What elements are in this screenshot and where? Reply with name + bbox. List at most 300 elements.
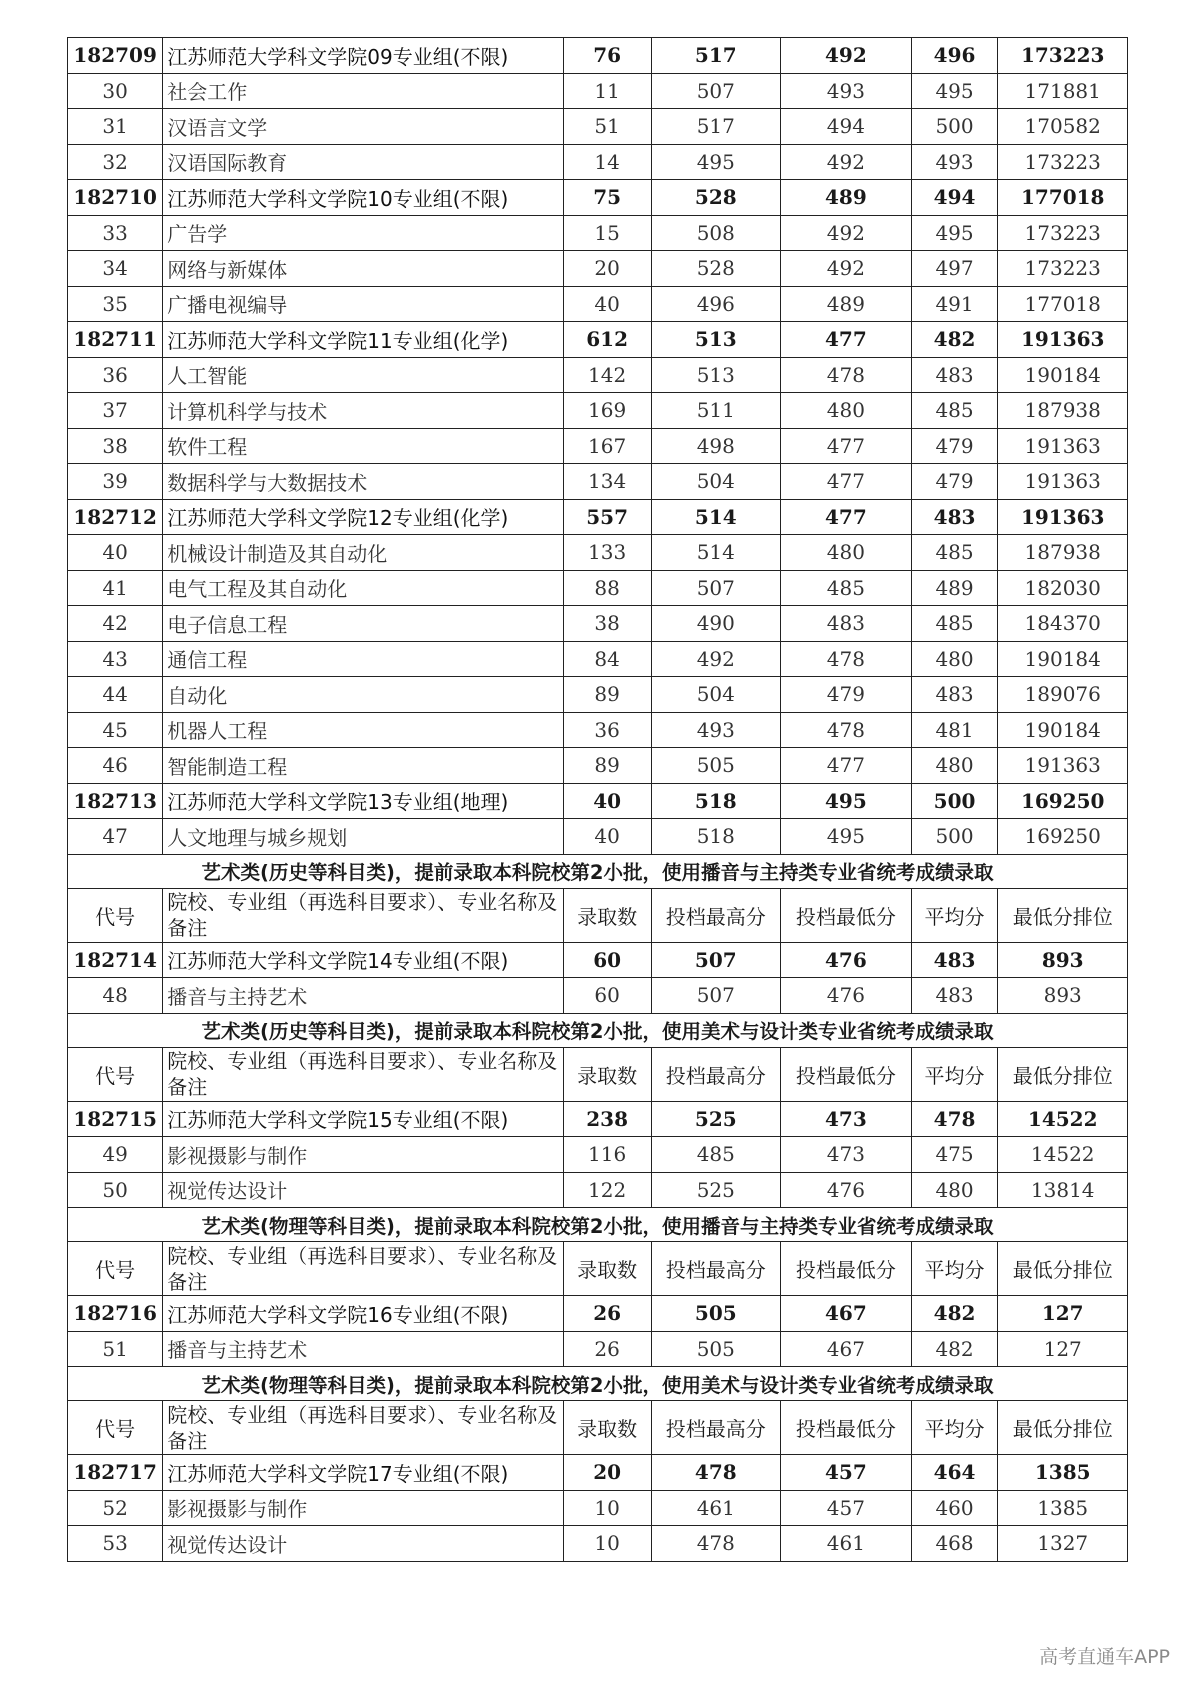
major-row [68, 215, 1128, 251]
code-cell: 39 [68, 464, 163, 500]
name-cell: 江苏师范大学科文学院11专业组(化学) [163, 322, 563, 358]
min-score-cell: 479 [781, 677, 912, 713]
major-row [68, 677, 1128, 713]
avg-score-cell: 493 [911, 144, 998, 180]
header-rank-cell: 最低分排位 [998, 1242, 1128, 1296]
max-score-cell: 517 [651, 38, 781, 74]
rank-cell: 1385 [998, 1490, 1128, 1526]
code-cell: 45 [68, 712, 163, 748]
code-cell: 43 [68, 641, 163, 677]
max-score-cell: 505 [651, 1296, 781, 1332]
admitted-cell: 40 [563, 819, 651, 855]
code-cell: 182717 [68, 1455, 163, 1491]
code-cell: 37 [68, 393, 163, 429]
min-score-cell: 478 [781, 712, 912, 748]
rank-cell: 184370 [998, 606, 1128, 642]
rank-cell: 190184 [998, 641, 1128, 677]
name-cell: 数据科学与大数据技术 [163, 464, 563, 500]
section-banner-row [68, 1367, 1128, 1401]
header-admitted-cell: 录取数 [563, 1401, 651, 1455]
max-score-cell: 485 [651, 1137, 781, 1173]
name-cell: 汉语国际教育 [163, 144, 563, 180]
name-cell: 江苏师范大学科文学院15专业组(不限) [163, 1101, 563, 1137]
major-row [68, 464, 1128, 500]
rank-cell: 13814 [998, 1172, 1128, 1208]
admitted-cell: 20 [563, 1455, 651, 1491]
code-cell: 42 [68, 606, 163, 642]
major-row [68, 1526, 1128, 1562]
max-score-cell: 508 [651, 215, 781, 251]
admitted-cell: 89 [563, 677, 651, 713]
name-cell: 广告学 [163, 215, 563, 251]
avg-score-cell: 485 [911, 393, 998, 429]
min-score-cell: 492 [781, 144, 912, 180]
header-admitted-cell: 录取数 [563, 1242, 651, 1296]
admitted-cell: 88 [563, 570, 651, 606]
code-cell: 182710 [68, 180, 163, 216]
code-cell: 53 [68, 1526, 163, 1562]
rank-cell: 190184 [998, 357, 1128, 393]
major-row [68, 570, 1128, 606]
admitted-cell: 60 [563, 978, 651, 1014]
admission-table [67, 37, 1128, 1562]
code-cell: 32 [68, 144, 163, 180]
header-max-score-cell: 投档最高分 [651, 888, 781, 942]
rank-cell: 173223 [998, 215, 1128, 251]
code-cell: 47 [68, 819, 163, 855]
min-score-cell: 477 [781, 322, 912, 358]
name-cell: 机器人工程 [163, 712, 563, 748]
max-score-cell: 514 [651, 499, 781, 535]
header-min-score-cell: 投档最低分 [781, 1401, 912, 1455]
max-score-cell: 507 [651, 942, 781, 978]
max-score-cell: 525 [651, 1172, 781, 1208]
min-score-cell: 478 [781, 641, 912, 677]
header-rank-cell: 最低分排位 [998, 1047, 1128, 1101]
rank-cell: 191363 [998, 748, 1128, 784]
name-cell: 计算机科学与技术 [163, 393, 563, 429]
watermark-text: 高考直通车APP [1039, 1646, 1170, 1668]
code-cell: 48 [68, 978, 163, 1014]
name-cell: 社会工作 [163, 73, 563, 109]
group-row [68, 38, 1128, 74]
group-row [68, 1101, 1128, 1137]
code-cell: 33 [68, 215, 163, 251]
code-cell: 46 [68, 748, 163, 784]
avg-score-cell: 500 [911, 109, 998, 145]
header-min-score-cell: 投档最低分 [781, 1242, 912, 1296]
avg-score-cell: 480 [911, 1172, 998, 1208]
major-row [68, 748, 1128, 784]
avg-score-cell: 500 [911, 819, 998, 855]
avg-score-cell: 485 [911, 535, 998, 571]
header-row [68, 1047, 1128, 1101]
admitted-cell: 169 [563, 393, 651, 429]
major-row [68, 393, 1128, 429]
code-cell: 182709 [68, 38, 163, 74]
name-cell: 广播电视编导 [163, 286, 563, 322]
name-cell: 网络与新媒体 [163, 251, 563, 287]
max-score-cell: 478 [651, 1455, 781, 1491]
section-banner-row [68, 854, 1128, 888]
avg-score-cell: 495 [911, 73, 998, 109]
admitted-cell: 89 [563, 748, 651, 784]
admitted-cell: 167 [563, 428, 651, 464]
major-row [68, 428, 1128, 464]
major-row [68, 1490, 1128, 1526]
rank-cell: 177018 [998, 286, 1128, 322]
header-avg-score-cell: 平均分 [911, 1047, 998, 1101]
section-banner-text: 艺术类(物理等科目类)，提前录取本科院校第2小批，使用美术与设计类专业省统考成绩录取 [68, 1367, 1128, 1401]
max-score-cell: 507 [651, 73, 781, 109]
avg-score-cell: 481 [911, 712, 998, 748]
rank-cell: 177018 [998, 180, 1128, 216]
min-score-cell: 480 [781, 393, 912, 429]
code-cell: 182713 [68, 783, 163, 819]
admitted-cell: 116 [563, 1137, 651, 1173]
code-cell: 38 [68, 428, 163, 464]
code-cell: 31 [68, 109, 163, 145]
header-avg-score-cell: 平均分 [911, 1242, 998, 1296]
name-cell: 江苏师范大学科文学院10专业组(不限) [163, 180, 563, 216]
avg-score-cell: 496 [911, 38, 998, 74]
section-banner-text: 艺术类(历史等科目类)，提前录取本科院校第2小批，使用美术与设计类专业省统考成绩录取 [68, 1013, 1128, 1047]
header-avg-score-cell: 平均分 [911, 1401, 998, 1455]
avg-score-cell: 480 [911, 748, 998, 784]
major-row [68, 978, 1128, 1014]
rank-cell: 1385 [998, 1455, 1128, 1491]
code-cell: 49 [68, 1137, 163, 1173]
admitted-cell: 40 [563, 286, 651, 322]
rank-cell: 173223 [998, 251, 1128, 287]
name-cell: 视觉传达设计 [163, 1526, 563, 1562]
min-score-cell: 495 [781, 783, 912, 819]
code-cell: 36 [68, 357, 163, 393]
max-score-cell: 505 [651, 1331, 781, 1367]
admitted-cell: 10 [563, 1490, 651, 1526]
min-score-cell: 492 [781, 215, 912, 251]
admitted-cell: 76 [563, 38, 651, 74]
avg-score-cell: 479 [911, 464, 998, 500]
rank-cell: 191363 [998, 428, 1128, 464]
min-score-cell: 489 [781, 286, 912, 322]
name-cell: 电气工程及其自动化 [163, 570, 563, 606]
section-banner-row [68, 1013, 1128, 1047]
min-score-cell: 461 [781, 1526, 912, 1562]
min-score-cell: 477 [781, 748, 912, 784]
header-min-score-cell: 投档最低分 [781, 1047, 912, 1101]
admitted-cell: 26 [563, 1296, 651, 1332]
rank-cell: 191363 [998, 499, 1128, 535]
rank-cell: 171881 [998, 73, 1128, 109]
admission-table-body [68, 38, 1128, 1562]
code-cell: 44 [68, 677, 163, 713]
code-cell: 40 [68, 535, 163, 571]
code-cell: 182716 [68, 1296, 163, 1332]
min-score-cell: 457 [781, 1490, 912, 1526]
rank-cell: 190184 [998, 712, 1128, 748]
rank-cell: 14522 [998, 1101, 1128, 1137]
admitted-cell: 20 [563, 251, 651, 287]
name-cell: 电子信息工程 [163, 606, 563, 642]
min-score-cell: 457 [781, 1455, 912, 1491]
rank-cell: 170582 [998, 109, 1128, 145]
header-code-cell: 代号 [68, 888, 163, 942]
admitted-cell: 133 [563, 535, 651, 571]
min-score-cell: 485 [781, 570, 912, 606]
rank-cell: 187938 [998, 393, 1128, 429]
admitted-cell: 11 [563, 73, 651, 109]
code-cell: 182714 [68, 942, 163, 978]
rank-cell: 1327 [998, 1526, 1128, 1562]
admitted-cell: 51 [563, 109, 651, 145]
major-row [68, 144, 1128, 180]
code-cell: 34 [68, 251, 163, 287]
name-cell: 江苏师范大学科文学院14专业组(不限) [163, 942, 563, 978]
name-cell: 播音与主持艺术 [163, 978, 563, 1014]
name-cell: 播音与主持艺术 [163, 1331, 563, 1367]
major-row [68, 357, 1128, 393]
header-max-score-cell: 投档最高分 [651, 1242, 781, 1296]
avg-score-cell: 480 [911, 641, 998, 677]
header-code-cell: 代号 [68, 1242, 163, 1296]
min-score-cell: 467 [781, 1296, 912, 1332]
avg-score-cell: 478 [911, 1101, 998, 1137]
max-score-cell: 478 [651, 1526, 781, 1562]
major-row [68, 712, 1128, 748]
admitted-cell: 15 [563, 215, 651, 251]
avg-score-cell: 482 [911, 1296, 998, 1332]
major-row [68, 286, 1128, 322]
max-score-cell: 518 [651, 783, 781, 819]
name-cell: 通信工程 [163, 641, 563, 677]
name-cell: 机械设计制造及其自动化 [163, 535, 563, 571]
header-row [68, 888, 1128, 942]
name-cell: 江苏师范大学科文学院16专业组(不限) [163, 1296, 563, 1332]
group-row [68, 942, 1128, 978]
avg-score-cell: 475 [911, 1137, 998, 1173]
max-score-cell: 513 [651, 357, 781, 393]
major-row [68, 1331, 1128, 1367]
min-score-cell: 478 [781, 357, 912, 393]
min-score-cell: 467 [781, 1331, 912, 1367]
name-cell: 江苏师范大学科文学院09专业组(不限) [163, 38, 563, 74]
avg-score-cell: 460 [911, 1490, 998, 1526]
max-score-cell: 513 [651, 322, 781, 358]
avg-score-cell: 479 [911, 428, 998, 464]
name-cell: 汉语言文学 [163, 109, 563, 145]
admitted-cell: 612 [563, 322, 651, 358]
max-score-cell: 517 [651, 109, 781, 145]
max-score-cell: 498 [651, 428, 781, 464]
group-row [68, 322, 1128, 358]
admitted-cell: 60 [563, 942, 651, 978]
code-cell: 41 [68, 570, 163, 606]
avg-score-cell: 483 [911, 677, 998, 713]
avg-score-cell: 483 [911, 942, 998, 978]
header-rank-cell: 最低分排位 [998, 1401, 1128, 1455]
min-score-cell: 495 [781, 819, 912, 855]
avg-score-cell: 489 [911, 570, 998, 606]
name-cell: 智能制造工程 [163, 748, 563, 784]
max-score-cell: 495 [651, 144, 781, 180]
max-score-cell: 504 [651, 677, 781, 713]
header-code-cell: 代号 [68, 1047, 163, 1101]
major-row [68, 641, 1128, 677]
code-cell: 52 [68, 1490, 163, 1526]
header-min-score-cell: 投档最低分 [781, 888, 912, 942]
max-score-cell: 507 [651, 978, 781, 1014]
min-score-cell: 477 [781, 428, 912, 464]
max-score-cell: 496 [651, 286, 781, 322]
major-row [68, 606, 1128, 642]
section-banner-text: 艺术类(历史等科目类)，提前录取本科院校第2小批，使用播音与主持类专业省统考成绩录取 [68, 854, 1128, 888]
admitted-cell: 36 [563, 712, 651, 748]
header-admitted-cell: 录取数 [563, 888, 651, 942]
avg-score-cell: 485 [911, 606, 998, 642]
min-score-cell: 483 [781, 606, 912, 642]
avg-score-cell: 482 [911, 322, 998, 358]
major-row [68, 1172, 1128, 1208]
max-score-cell: 492 [651, 641, 781, 677]
avg-score-cell: 495 [911, 215, 998, 251]
min-score-cell: 489 [781, 180, 912, 216]
admitted-cell: 557 [563, 499, 651, 535]
code-cell: 30 [68, 73, 163, 109]
section-banner-text: 艺术类(物理等科目类)，提前录取本科院校第2小批，使用播音与主持类专业省统考成绩录取 [68, 1208, 1128, 1242]
code-cell: 182711 [68, 322, 163, 358]
max-score-cell: 493 [651, 712, 781, 748]
code-cell: 35 [68, 286, 163, 322]
rank-cell: 169250 [998, 819, 1128, 855]
min-score-cell: 492 [781, 251, 912, 287]
max-score-cell: 528 [651, 180, 781, 216]
group-row [68, 1455, 1128, 1491]
max-score-cell: 507 [651, 570, 781, 606]
name-cell: 江苏师范大学科文学院12专业组(化学) [163, 499, 563, 535]
header-admitted-cell: 录取数 [563, 1047, 651, 1101]
admitted-cell: 84 [563, 641, 651, 677]
name-cell: 人文地理与城乡规划 [163, 819, 563, 855]
min-score-cell: 476 [781, 1172, 912, 1208]
avg-score-cell: 483 [911, 357, 998, 393]
admitted-cell: 238 [563, 1101, 651, 1137]
max-score-cell: 528 [651, 251, 781, 287]
name-cell: 江苏师范大学科文学院13专业组(地理) [163, 783, 563, 819]
max-score-cell: 461 [651, 1490, 781, 1526]
header-name-cell: 院校、专业组（再选科目要求）、专业名称及备注 [163, 1242, 563, 1296]
avg-score-cell: 491 [911, 286, 998, 322]
code-cell: 51 [68, 1331, 163, 1367]
min-score-cell: 473 [781, 1101, 912, 1137]
max-score-cell: 518 [651, 819, 781, 855]
code-cell: 50 [68, 1172, 163, 1208]
avg-score-cell: 482 [911, 1331, 998, 1367]
admitted-cell: 26 [563, 1331, 651, 1367]
min-score-cell: 476 [781, 978, 912, 1014]
code-cell: 182715 [68, 1101, 163, 1137]
min-score-cell: 473 [781, 1137, 912, 1173]
min-score-cell: 476 [781, 942, 912, 978]
min-score-cell: 493 [781, 73, 912, 109]
min-score-cell: 477 [781, 464, 912, 500]
major-row [68, 819, 1128, 855]
group-row [68, 180, 1128, 216]
admitted-cell: 142 [563, 357, 651, 393]
code-cell: 182712 [68, 499, 163, 535]
major-row [68, 535, 1128, 571]
admitted-cell: 134 [563, 464, 651, 500]
section-banner-row [68, 1208, 1128, 1242]
admitted-cell: 10 [563, 1526, 651, 1562]
max-score-cell: 525 [651, 1101, 781, 1137]
min-score-cell: 477 [781, 499, 912, 535]
rank-cell: 127 [998, 1331, 1128, 1367]
header-avg-score-cell: 平均分 [911, 888, 998, 942]
rank-cell: 893 [998, 978, 1128, 1014]
avg-score-cell: 500 [911, 783, 998, 819]
min-score-cell: 480 [781, 535, 912, 571]
avg-score-cell: 483 [911, 978, 998, 1014]
max-score-cell: 490 [651, 606, 781, 642]
rank-cell: 182030 [998, 570, 1128, 606]
group-row [68, 499, 1128, 535]
avg-score-cell: 468 [911, 1526, 998, 1562]
rank-cell: 189076 [998, 677, 1128, 713]
header-code-cell: 代号 [68, 1401, 163, 1455]
avg-score-cell: 464 [911, 1455, 998, 1491]
admitted-cell: 38 [563, 606, 651, 642]
admitted-cell: 40 [563, 783, 651, 819]
admitted-cell: 75 [563, 180, 651, 216]
major-row [68, 109, 1128, 145]
name-cell: 软件工程 [163, 428, 563, 464]
rank-cell: 14522 [998, 1137, 1128, 1173]
rank-cell: 169250 [998, 783, 1128, 819]
header-name-cell: 院校、专业组（再选科目要求）、专业名称及备注 [163, 888, 563, 942]
header-row [68, 1401, 1128, 1455]
admitted-cell: 14 [563, 144, 651, 180]
max-score-cell: 511 [651, 393, 781, 429]
rank-cell: 173223 [998, 38, 1128, 74]
min-score-cell: 492 [781, 38, 912, 74]
rank-cell: 191363 [998, 322, 1128, 358]
major-row [68, 73, 1128, 109]
rank-cell: 893 [998, 942, 1128, 978]
name-cell: 江苏师范大学科文学院17专业组(不限) [163, 1455, 563, 1491]
avg-score-cell: 497 [911, 251, 998, 287]
header-max-score-cell: 投档最高分 [651, 1047, 781, 1101]
header-row [68, 1242, 1128, 1296]
group-row [68, 783, 1128, 819]
group-row [68, 1296, 1128, 1332]
admission-score-document [67, 37, 1128, 1562]
major-row [68, 251, 1128, 287]
max-score-cell: 504 [651, 464, 781, 500]
max-score-cell: 514 [651, 535, 781, 571]
name-cell: 影视摄影与制作 [163, 1137, 563, 1173]
header-name-cell: 院校、专业组（再选科目要求）、专业名称及备注 [163, 1401, 563, 1455]
name-cell: 自动化 [163, 677, 563, 713]
rank-cell: 127 [998, 1296, 1128, 1332]
min-score-cell: 494 [781, 109, 912, 145]
rank-cell: 191363 [998, 464, 1128, 500]
name-cell: 人工智能 [163, 357, 563, 393]
rank-cell: 173223 [998, 144, 1128, 180]
header-rank-cell: 最低分排位 [998, 888, 1128, 942]
name-cell: 影视摄影与制作 [163, 1490, 563, 1526]
avg-score-cell: 483 [911, 499, 998, 535]
